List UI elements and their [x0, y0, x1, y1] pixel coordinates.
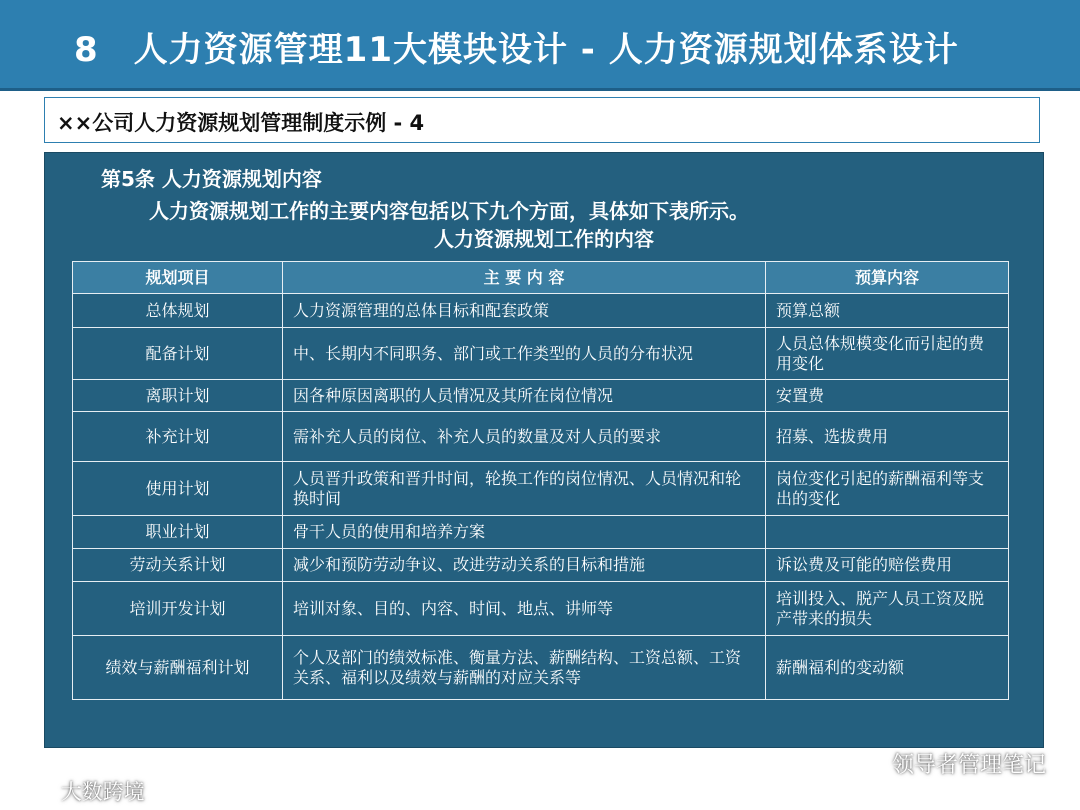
- row-main: 中、长期内不同职务、部门或工作类型的人员的分布状况: [283, 328, 766, 380]
- content-panel: [44, 152, 1044, 748]
- table-row: [73, 582, 1009, 636]
- wechat-icon: [851, 754, 881, 778]
- row-main: 因各种原因离职的人员情况及其所在岗位情况: [283, 380, 766, 412]
- watermark-right-text: 领导者管理笔记: [891, 753, 1046, 778]
- table-row: [73, 294, 1009, 328]
- row-budget: 岗位变化引起的薪酬福利等支出的变化: [766, 462, 1009, 516]
- watermark-left: [10, 776, 145, 806]
- row-item: 离职计划: [73, 380, 283, 412]
- row-item: 培训开发计划: [73, 582, 283, 636]
- row-budget: 薪酬福利的变动额: [766, 636, 1009, 700]
- row-budget: 人员总体规模变化而引起的费用变化: [766, 328, 1009, 380]
- row-budget: 安置费: [766, 380, 1009, 412]
- row-main: 个人及部门的绩效标准、衡量方法、薪酬结构、工资总额、工资关系、福利以及绩效与薪酬的对应关系等: [283, 636, 766, 700]
- intro-text: 人力资源规划工作的主要内容包括以下九个方面，具体如下表所示。: [149, 199, 749, 223]
- row-main: 需补充人员的岗位、补充人员的数量及对人员的要求: [283, 412, 766, 462]
- row-budget: 招募、选拔费用: [766, 412, 1009, 462]
- row-main: 人力资源管理的总体目标和配套政策: [283, 294, 766, 328]
- subtitle-box: [44, 97, 1040, 143]
- planning-table: [72, 261, 1009, 700]
- row-main: 减少和预防劳动争议、改进劳动关系的目标和措施: [283, 549, 766, 582]
- table-row: [73, 380, 1009, 412]
- row-main: 人员晋升政策和晋升时间，轮换工作的岗位情况、人员情况和轮换时间: [283, 462, 766, 516]
- row-item: 配备计划: [73, 328, 283, 380]
- table-header-row: [73, 262, 1009, 294]
- header-main: 主 要 内 容: [283, 262, 766, 294]
- subtitle: ××公司人力资源规划管理制度示例 - 4: [57, 111, 425, 135]
- table-row: [73, 328, 1009, 380]
- row-item: 总体规划: [73, 294, 283, 328]
- watermark-left-text: 大数跨境: [60, 780, 145, 804]
- table-row: [73, 636, 1009, 700]
- row-item: 劳动关系计划: [73, 549, 283, 582]
- header-item: 规划项目: [73, 262, 283, 294]
- row-item: 职业计划: [73, 516, 283, 549]
- row-budget: 诉讼费及可能的赔偿费用: [766, 549, 1009, 582]
- row-item: 补充计划: [73, 412, 283, 462]
- page-title: 8 人力资源管理11大模块设计 - 人力资源规划体系设计: [74, 30, 959, 70]
- row-budget: 预算总额: [766, 294, 1009, 328]
- table-row: [73, 412, 1009, 462]
- header-bar: [0, 0, 1080, 91]
- row-main: 骨干人员的使用和培养方案: [283, 516, 766, 549]
- article-heading: 第5条 人力资源规划内容: [101, 167, 322, 191]
- table-row: [73, 549, 1009, 582]
- row-budget: 培训投入、脱产人员工资及脱产带来的损失: [766, 582, 1009, 636]
- row-item: 使用计划: [73, 462, 283, 516]
- brand-logo-icon: [10, 782, 50, 804]
- table-row: [73, 462, 1009, 516]
- header-budget: 预算内容: [766, 262, 1009, 294]
- row-main: 培训对象、目的、内容、时间、地点、讲师等: [283, 582, 766, 636]
- watermark-right: [851, 748, 1046, 779]
- table-title: 人力资源规划工作的内容: [434, 227, 654, 251]
- table-row: [73, 516, 1009, 549]
- row-item: 绩效与薪酬福利计划: [73, 636, 283, 700]
- row-budget: [766, 516, 1009, 549]
